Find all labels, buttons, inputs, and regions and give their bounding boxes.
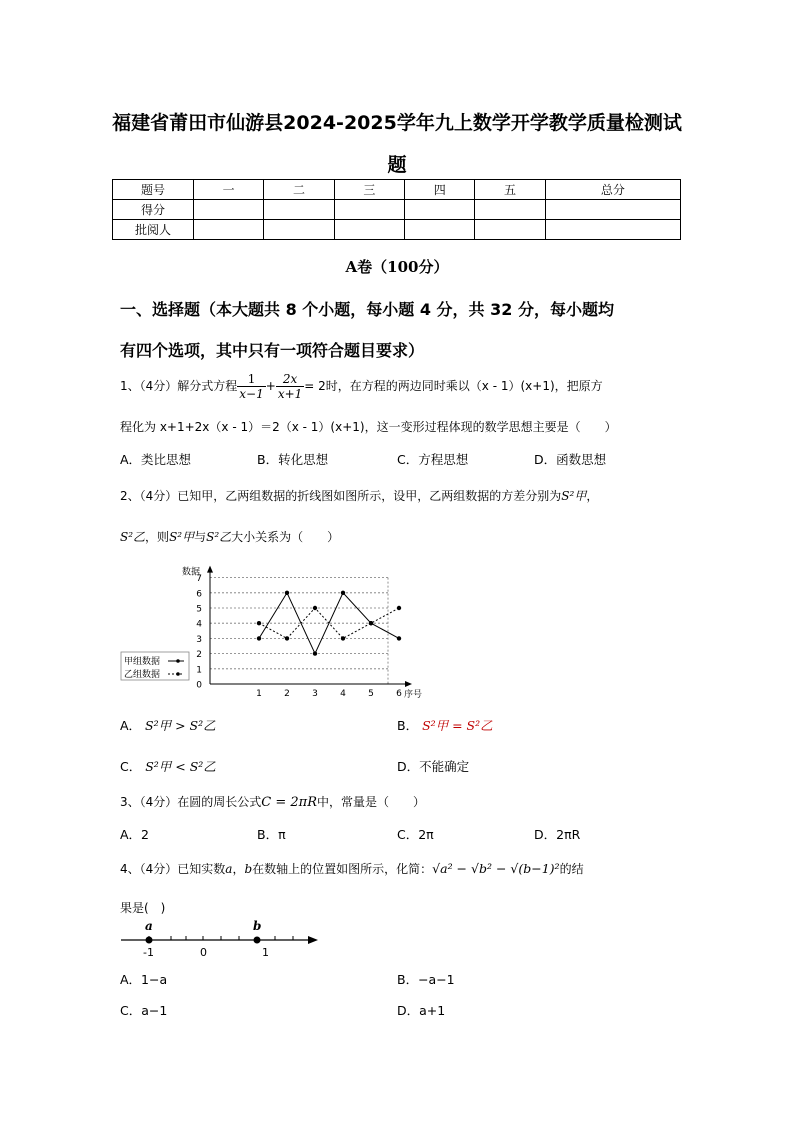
y-tick-label: 5 <box>196 604 202 615</box>
option-b-label: B． <box>397 718 419 733</box>
tick-label: 0 <box>200 946 207 959</box>
table-header-cell: 二 <box>264 180 334 200</box>
table-header-cell: 五 <box>475 180 545 200</box>
q3-text: 3、（4分）在圆的周长公式 <box>120 795 262 809</box>
x-tick-label: 5 <box>368 689 374 699</box>
table-cell[interactable] <box>264 200 334 220</box>
option-a-formula: S²甲 > S²乙 <box>145 718 216 733</box>
arrow-icon <box>308 936 318 944</box>
option-c-label: C． <box>120 759 142 774</box>
question-3 <box>120 793 425 810</box>
series-jia-point <box>257 636 261 640</box>
table-cell[interactable] <box>264 220 334 240</box>
s-jia-symbol: S²甲 <box>169 530 195 544</box>
table-header-cell: 总分 <box>545 180 680 200</box>
table-row <box>113 200 681 220</box>
option-a[interactable] <box>120 716 216 734</box>
y-axis-label: 数据 <box>182 567 201 578</box>
y-tick-label: 0 <box>196 680 202 691</box>
s-yi-symbol: S²乙 <box>120 530 146 544</box>
q2-line1: 2、（4分）已知甲，乙两组数据的折线图如图所示，设甲，乙两组数据的方差分别为 <box>120 489 562 503</box>
option-c[interactable]: C．方程思想 <box>397 452 469 467</box>
option-a-label: A． <box>120 718 142 733</box>
table-cell[interactable] <box>475 200 545 220</box>
option-a[interactable]: A．2 <box>120 827 150 842</box>
table-cell[interactable] <box>405 200 475 220</box>
legend-label: 乙组数据 <box>124 670 161 680</box>
tick-label: 1 <box>262 946 269 959</box>
x-axis-arrow-icon <box>405 681 412 687</box>
q2-text: ，则 <box>145 530 170 544</box>
x-tick-label: 1 <box>256 689 262 699</box>
table-header-cell: 四 <box>405 180 475 200</box>
var-a: a <box>225 862 233 876</box>
series-yi-point <box>257 621 261 625</box>
q1-suffix: 时，在方程的两边同时乘以（x - 1）(x+1)，把原方 <box>325 379 603 393</box>
option-c[interactable]: C．a−1 <box>120 1003 168 1018</box>
line-chart <box>118 560 423 700</box>
series-yi-point <box>369 621 373 625</box>
x-tick-label: 2 <box>284 689 290 699</box>
y-axis-arrow-icon <box>207 566 213 573</box>
series-yi-point <box>397 606 401 610</box>
x-axis-label: 序号 <box>404 690 423 700</box>
s-yi-symbol: S²乙 <box>206 530 232 544</box>
table-row-label: 得分 <box>113 200 194 220</box>
radical-expression: √a² − √b² − √(b−1)² <box>432 861 560 876</box>
tick-label: -1 <box>143 946 154 959</box>
label-a: a <box>145 919 153 933</box>
table-cell[interactable] <box>194 200 264 220</box>
score-table <box>112 179 681 240</box>
option-c[interactable] <box>120 757 216 775</box>
table-header-cell: 一 <box>194 180 264 200</box>
section-heading-continued: 有四个选项，其中只有一项符合题目要求） <box>120 341 425 360</box>
y-tick-label: 7 <box>196 574 202 585</box>
y-tick-label: 2 <box>196 650 202 661</box>
table-row <box>113 220 681 240</box>
q4-text: 4、（4分）已知实数 <box>120 862 226 876</box>
y-tick-label: 3 <box>196 634 202 645</box>
y-tick-label: 1 <box>196 665 202 676</box>
x-tick-label: 6 <box>396 689 402 699</box>
series-jia-point <box>285 591 289 595</box>
question-2: 2、（4分）已知甲，乙两组数据的折线图如图所示，设甲，乙两组数据的方差分别为S²甲， <box>120 489 599 503</box>
table-cell[interactable] <box>545 220 680 240</box>
section-heading: 一、选择题（本大题共 8 个小题，每小题 4 分，共 32 分，每小题均 <box>120 300 614 319</box>
label-b: b <box>253 919 262 933</box>
point-b <box>254 937 261 944</box>
point-a <box>146 937 153 944</box>
fraction-denominator: x+1 <box>277 387 303 401</box>
page-title: 福建省莆田市仙游县2024-2025学年九上数学开学教学质量检测试 <box>112 112 682 134</box>
s-jia-symbol: S²甲 <box>561 489 587 503</box>
plus-sign: + <box>265 379 276 393</box>
x-tick-label: 4 <box>340 689 346 699</box>
option-b[interactable]: B．π <box>257 827 286 842</box>
x-tick-label: 3 <box>312 689 318 699</box>
legend-marker <box>176 672 180 676</box>
series-yi-point <box>313 606 317 610</box>
equals-two: = 2 <box>304 379 326 393</box>
number-line <box>118 918 323 960</box>
option-b[interactable]: B．转化思想 <box>257 452 329 467</box>
fraction-numerator: 2x <box>276 372 304 387</box>
fraction-1 <box>237 372 265 401</box>
series-yi-point <box>285 636 289 640</box>
circumference-formula: C = 2πR <box>261 795 317 810</box>
series-jia-point <box>397 636 401 640</box>
q4-text: 在数轴上的位置如图所示，化简： <box>252 862 433 876</box>
question-1 <box>120 372 603 401</box>
option-d[interactable]: D．函数思想 <box>534 452 607 467</box>
option-c-formula: S²甲 < S²乙 <box>145 759 216 774</box>
q2-text: 大小关系为（ ） <box>231 530 340 544</box>
table-cell[interactable] <box>475 220 545 240</box>
q4-text: 的结 <box>559 862 584 876</box>
option-b-formula: S²甲 = S²乙 <box>422 718 493 733</box>
q3-suffix: 中，常量是（ ） <box>317 795 426 809</box>
series-jia-point <box>341 591 345 595</box>
option-d[interactable]: D．a+1 <box>397 1003 446 1018</box>
page-title-continued: 题 <box>387 154 407 176</box>
legend-marker <box>176 659 180 663</box>
fraction-numerator: 1 <box>237 372 265 387</box>
question-4-line-2: 果是( ) <box>120 901 166 915</box>
table-cell[interactable] <box>545 200 680 220</box>
option-b[interactable]: B．−a−1 <box>397 972 455 987</box>
y-tick-label: 6 <box>196 589 202 600</box>
series-yi-point <box>341 636 345 640</box>
table-row <box>113 180 681 200</box>
volume-label: A卷（100分） <box>345 258 449 276</box>
option-a[interactable]: A．类比思想 <box>120 452 192 467</box>
table-header-cell: 题号 <box>113 180 194 200</box>
fraction-denominator: x−1 <box>239 387 264 401</box>
table-cell[interactable] <box>405 220 475 240</box>
q2-text: 与 <box>194 530 207 544</box>
question-4 <box>120 860 584 877</box>
question-1-line-2: 程化为 x+1+2x（x - 1）＝2（x - 1）(x+1)，这一变形过程体现的数学思想主要是（ ） <box>120 420 617 434</box>
fraction-2 <box>276 372 304 401</box>
table-cell[interactable] <box>334 200 404 220</box>
y-tick-label: 4 <box>196 619 202 630</box>
option-a[interactable]: A．1−a <box>120 972 168 987</box>
table-cell[interactable] <box>194 220 264 240</box>
option-c[interactable]: C．2π <box>397 827 434 842</box>
option-d[interactable]: D．不能确定 <box>397 759 470 774</box>
option-d[interactable]: D．2πR <box>534 827 581 842</box>
legend-label: 甲组数据 <box>124 657 161 667</box>
q4-sep: ， <box>232 862 245 876</box>
var-b: b <box>244 862 253 876</box>
q1-prefix: 1、（4分）解分式方程 <box>120 379 238 393</box>
table-row-label: 批阅人 <box>113 220 194 240</box>
option-b[interactable] <box>397 716 493 734</box>
table-header-cell: 三 <box>334 180 404 200</box>
question-2-line-2 <box>120 528 339 545</box>
table-cell[interactable] <box>334 220 404 240</box>
series-jia-point <box>313 651 317 655</box>
